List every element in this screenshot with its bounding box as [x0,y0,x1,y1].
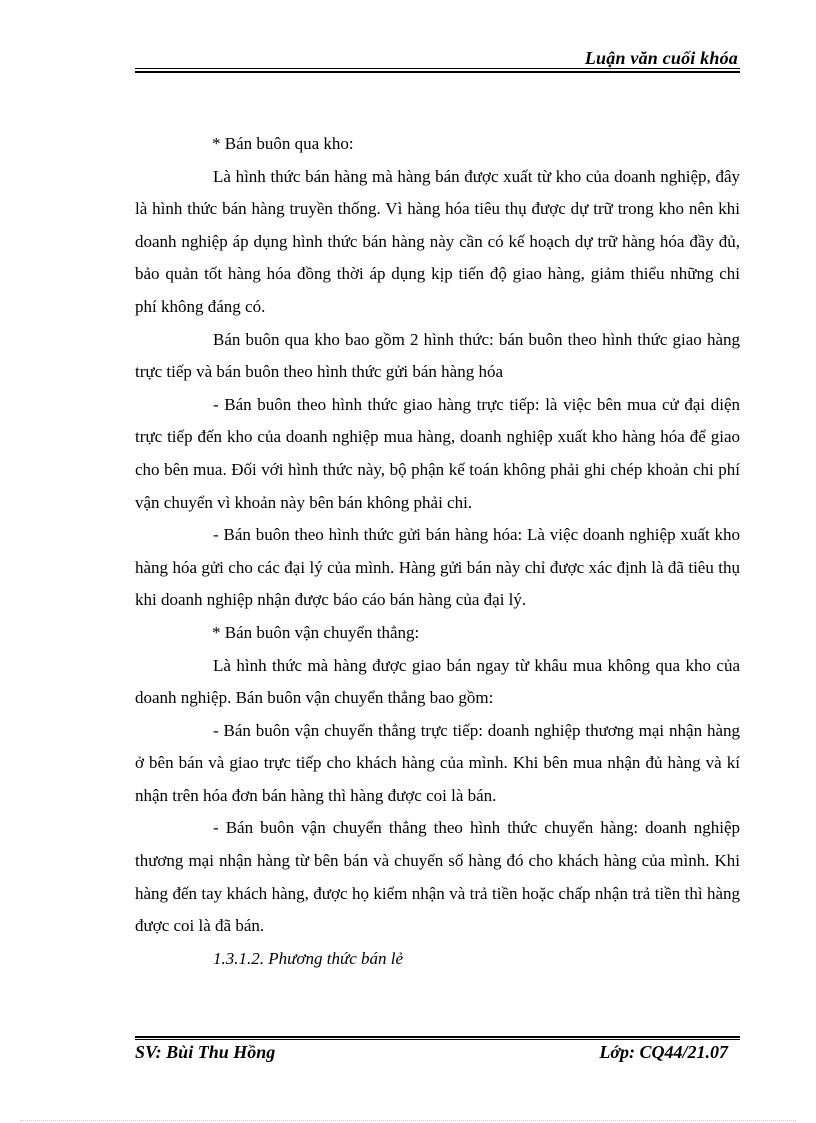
paragraph: - Bán buôn theo hình thức gửi bán hàng hóa: Là việc doanh nghiệp xuất kho hàng hóa gửi cho các đại lý của mình. Hàng gửi bán này chỉ được xác định là đã tiêu thụ khi doanh nghiệp nhận được báo cáo bán hàng của đại lý. [135,525,740,610]
section-heading-retail: 1.3.1.2. Phương thức bán lẻ [213,948,404,968]
page-footer [135,1036,740,1076]
paragraph: - Bán buôn vận chuyển thẳng trực tiếp: doanh nghiệp thương mại nhận hàng ở bên bán và giao trực tiếp cho khách hàng của mình. Khi bên mua nhận đủ hàng và kí nhận trên hóa đơn bán hàng thì hàng được coi là bán. [135,720,740,805]
page-header [135,48,740,72]
running-title: Luận văn cuối khóa [584,48,738,68]
subheading-wholesale-warehouse: * Bán buôn qua kho: [212,134,354,153]
footer-rule-thin [135,1039,740,1040]
paragraph: Là hình thức mà hàng được giao bán ngay từ khâu mua không qua kho của doanh nghiệp. Bán buôn vận chuyển thẳng bao gồm: [135,655,740,708]
page-edge-dotted-line [20,1120,796,1121]
student-name: SV: Bùi Thu Hồng [135,1042,276,1062]
paragraph: - Bán buôn vận chuyển thẳng theo hình thức chuyển hàng: doanh nghiệp thương mại nhận hàng từ bên bán và chuyển số hàng đó cho khách hàng của mình. Khi hàng đến tay khách hàng, được họ kiểm nhận và trả tiền hoặc chấp nhận trả tiền thì hàng được coi là đã bán. [135,818,740,936]
document-body [135,128,740,975]
subheading-wholesale-direct-shipping: * Bán buôn vận chuyển thẳng: [212,622,420,642]
header-rule-thick [135,71,740,73]
footer-rule-thick [135,1036,740,1038]
paragraph: Bán buôn qua kho bao gồm 2 hình thức: bán buôn theo hình thức giao hàng trực tiếp và bán buôn theo hình thức gửi bán hàng hóa [135,329,740,382]
header-rule-thin [135,68,740,69]
paragraph: - Bán buôn theo hình thức giao hàng trực tiếp: là việc bên mua cử đại diện trực tiếp đến kho của doanh nghiệp mua hàng, doanh nghiệp xuất kho hàng hóa để giao cho bên mua. Đối với hình thức này, bộ phận kế toán không phải ghi chép khoản chi phí vận chuyển vì khoản này bên bán không phải chi. [135,394,740,512]
paragraph: Là hình thức bán hàng mà hàng bán được xuất từ kho của doanh nghiệp, đây là hình thức bán hàng truyền thống. Vì hàng hóa tiêu thụ được dự trữ trong kho nên khi doanh nghiệp áp dụng hình thức bán hàng này cần có kế hoạch dự trữ hàng hóa đầy đủ, bảo quản tốt hàng hóa đồng thời áp dụng kịp tiến độ giao hàng, giảm thiểu những chi phí không đáng có. [135,166,740,316]
class-code: Lớp: CQ44/21.07 [599,1042,728,1062]
